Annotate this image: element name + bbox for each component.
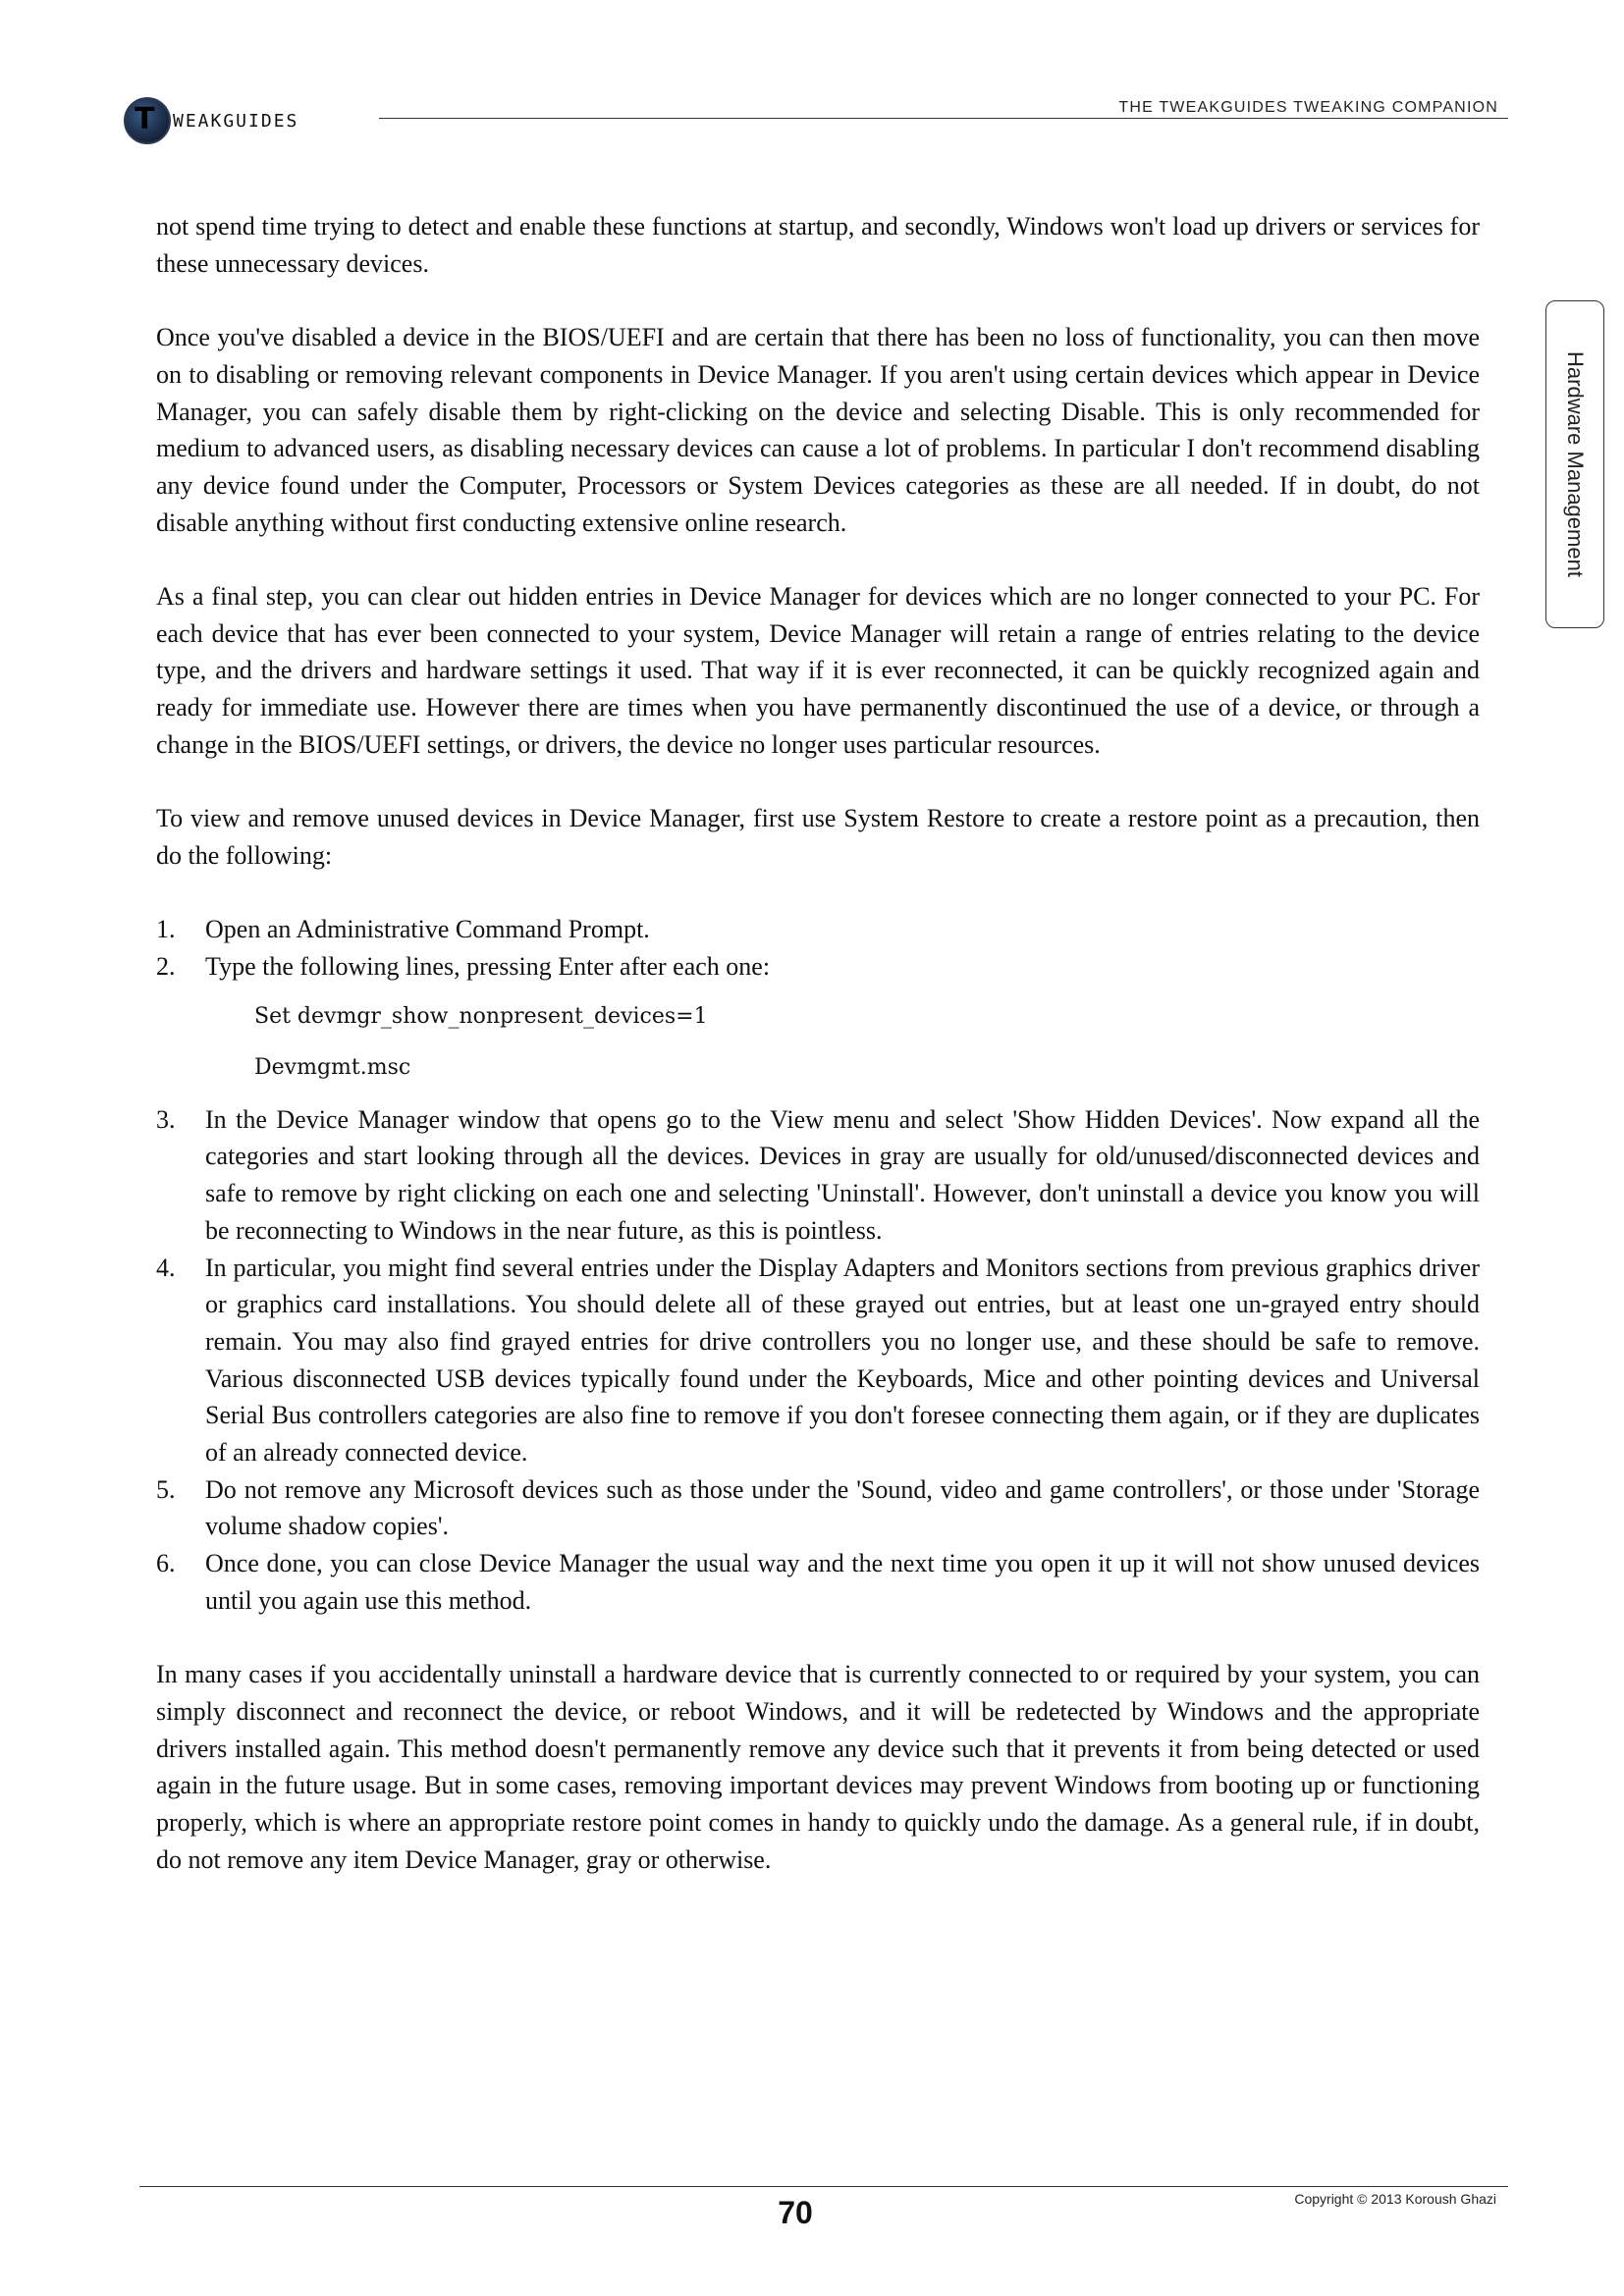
code-line: Set devmgr_show_nonpresent_devices=1	[254, 1003, 708, 1029]
list-item-number: 1.	[156, 915, 176, 944]
logo-text: WEAKGUIDES	[173, 110, 299, 132]
list-item-number: 4.	[156, 1253, 176, 1282]
list-item-text: Do not remove any Microsoft devices such as those under the 'Sound, video and game controllers', or those under 'Storage volume shadow copies'.	[205, 1474, 1480, 1541]
list-item-text: In particular, you might find several entries under the Display Adapters and Monitors sections from previous graphics driver or graphics card installations. You should delete all of these grayed out entries, but at least one un-grayed entry should remain. You may also find grayed entries for drive controllers you no longer use, and these should be safe to remove. Various disconnected USB devices typically found under the Keyboards, Mice and other pointing devices and Universal Serial Bus controllers categories are also fine to remove if you don't foresee connecting them again, or if they are duplicates of an already connected device.	[205, 1253, 1480, 1468]
page-content	[156, 208, 1480, 1915]
header-divider	[379, 118, 1508, 119]
section-side-tab	[1545, 300, 1604, 628]
list-item-number: 2.	[156, 952, 176, 981]
steps-list	[156, 911, 1480, 1619]
list-item	[156, 1545, 1480, 1619]
list-item	[156, 1471, 1480, 1545]
paragraph: As a final step, you can clear out hidden entries in Device Manager for devices which are no longer connected to your PC. For each device that has ever been connected to your system, Device Manager will retain a range of entries relating to the device type, and the drivers and hardware settings it used. That way if it is ever reconnected, it can be quickly recognized again and ready for immediate use. However there are times when you have permanently discontinued the use of a device, or through a change in the BIOS/UEFI settings, or drivers, the device no longer uses particular resources.	[156, 582, 1480, 759]
copyright-notice: Copyright © 2013 Koroush Ghazi	[1294, 2191, 1496, 2207]
code-line: Devmgmt.msc	[254, 1054, 411, 1080]
logo-letter: T	[135, 102, 155, 136]
logo-globe-icon	[124, 97, 171, 144]
footer-divider	[139, 2186, 1508, 2187]
page-header	[0, 0, 1624, 137]
list-item	[156, 1101, 1480, 1250]
paragraph: In many cases if you accidentally uninstall a hardware device that is currently connected to or required by your system, you can simply disconnect and reconnect the device, or reboot Windows, and it will be redetected by Windows and the appropriate drivers installed again. This method doesn't permanently remove any device such that it prevents it from being detected or used again in the future usage. But in some cases, removing important devices may prevent Windows from booting up or functioning properly, which is where an appropriate restore point comes in handy to quickly undo the damage. As a general rule, if in doubt, do not remove any item Device Manager, gray or otherwise.	[156, 1660, 1480, 1874]
header-title: THE TWEAKGUIDES TWEAKING COMPANION	[1118, 99, 1498, 116]
list-item	[156, 948, 1480, 1086]
paragraph: not spend time trying to detect and enable these functions at startup, and secondly, Windows won't load up drivers or services for these unnecessary devices.	[156, 212, 1480, 278]
list-item-number: 6.	[156, 1549, 176, 1578]
list-item-text: Once done, you can close Device Manager the usual way and the next time you open it up it will not show unused devices until you again use this method.	[205, 1549, 1480, 1615]
paragraph: Once you've disabled a device in the BIOS/UEFI and are certain that there has been no loss of functionality, you can then move on to disabling or removing relevant components in Device Manager. If you aren't using certain devices which appear in Device Manager, you can safely disable them by right-clicking on the device and selecting Disable. This is only recommended for medium to advanced users, as disabling necessary devices can cause a lot of problems. In particular I don't recommend disabling any device found under the Computer, Processors or System Devices categories as these are all needed. If in doubt, do not disable anything without first conducting extensive online research.	[156, 323, 1480, 537]
list-item-text: Open an Administrative Command Prompt.	[205, 915, 650, 944]
section-side-tab-label: Hardware Management	[1563, 351, 1588, 577]
list-item-text: Type the following lines, pressing Enter after each one:	[205, 952, 771, 981]
list-item-text: In the Device Manager window that opens go to the View menu and select 'Show Hidden Devices'. Now expand all the categories and start looking through all the devices. Devices in gray are usually for old/unused/disconnected devices and safe to remove by right clicking on each one and selecting 'Uninstall'. However, don't uninstall a device you know you will be reconnecting to Windows in the near future, as this is pointless.	[205, 1104, 1480, 1245]
list-item-number: 3.	[156, 1104, 176, 1134]
list-item-number: 5.	[156, 1474, 176, 1504]
list-item	[156, 911, 1480, 948]
tweakguides-logo	[124, 96, 379, 145]
page-number: 70	[778, 2195, 813, 2230]
paragraph: To view and remove unused devices in Device Manager, first use System Restore to create a restore point as a precaution, then do the following:	[156, 804, 1480, 870]
code-block	[254, 999, 1480, 1086]
list-item	[156, 1250, 1480, 1471]
